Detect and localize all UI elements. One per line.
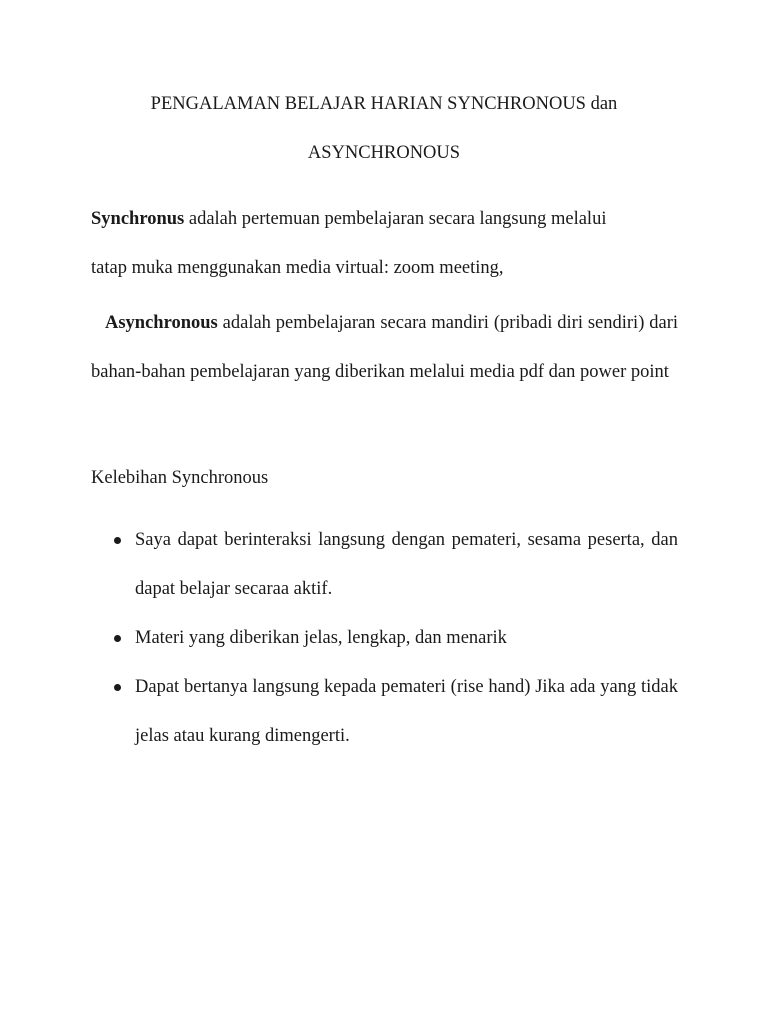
list-item-text: Materi yang diberikan jelas, lengkap, dan menarik bbox=[135, 628, 507, 648]
list-item-text: Saya dapat berinteraksi langsung dengan pemateri, sesama peserta, dan dapat belajar secaraa aktif. bbox=[135, 530, 678, 599]
asynchronous-definition: adalah pembelajaran secara mandiri (pribadi diri sendiri) dari bahan-bahan pembelajaran yang diberikan melalui media pdf dan power point bbox=[91, 313, 678, 382]
list-item bbox=[91, 614, 678, 663]
synchronus-line-2: tatap muka menggunakan media virtual: zoom meeting, bbox=[91, 258, 504, 278]
asynchronous-term: Asynchronous bbox=[105, 313, 218, 333]
list-item bbox=[91, 516, 678, 614]
list-item bbox=[91, 663, 678, 761]
title-line-1: PENGALAMAN BELAJAR HARIAN SYNCHRONOUS dan bbox=[150, 94, 618, 114]
synchronus-line-1 bbox=[91, 195, 678, 244]
title-line-2: ASYNCHRONOUS bbox=[307, 143, 461, 163]
synchronus-definition-start: adalah pertemuan pembelajaran secara langsung melalui bbox=[184, 209, 607, 229]
bullet-icon bbox=[114, 684, 121, 691]
kelebihan-heading: Kelebihan Synchronous bbox=[91, 468, 269, 488]
kelebihan-list bbox=[91, 516, 678, 761]
bullet-icon bbox=[114, 537, 121, 544]
bullet-icon bbox=[114, 635, 121, 642]
synchronus-paragraph bbox=[91, 195, 678, 293]
asynchronous-paragraph bbox=[91, 299, 678, 397]
list-item-text: Dapat bertanya langsung kepada pemateri (rise hand) Jika ada yang tidak jelas atau kurang dimengerti. bbox=[135, 677, 678, 746]
synchronus-term: Synchronus bbox=[91, 209, 185, 229]
